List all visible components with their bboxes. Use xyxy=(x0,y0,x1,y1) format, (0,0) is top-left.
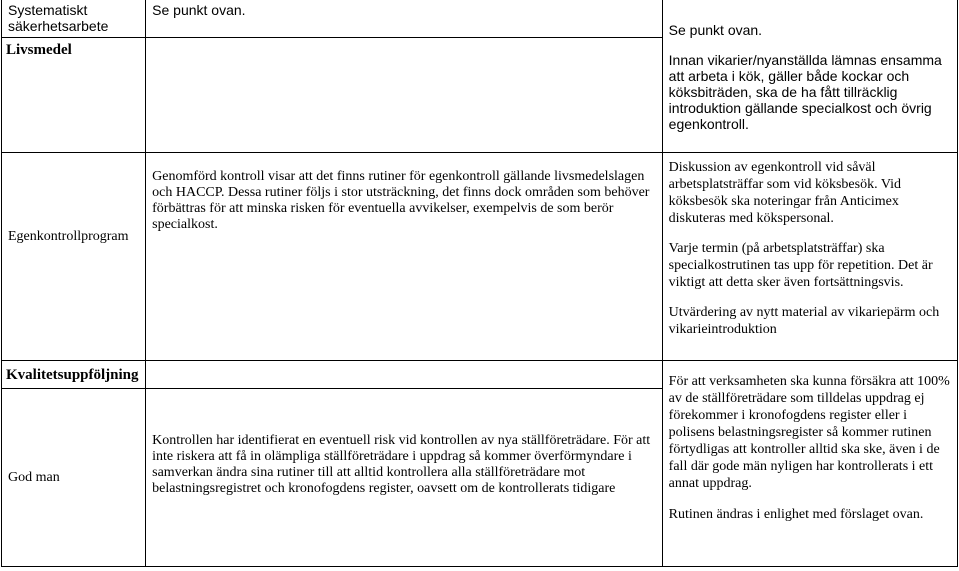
audit-table xyxy=(1,0,958,567)
action-text: Diskussion av egenkontroll vid såväl arbetsplatsträffar som vid köksbesök. Vid köksbesök ska noteringar från Anticimex diskuteras med kökspersonal. xyxy=(668,160,901,226)
row-label-cell xyxy=(2,0,146,38)
row-label: God man xyxy=(8,469,60,485)
observation-cell xyxy=(146,153,663,361)
action-text: Varje termin (på arbetsplatsträffar) ska specialkostrutinen tas upp för repetition. Det är viktigt att detta sker även fortsättningsvis. xyxy=(668,241,933,290)
observation-text: Kontrollen har identifierat en eventuell risk vid kontrollen av nya ställföreträdare. För att inte riskera att få in olämpliga ställföreträdare i uppdrag så kommer överförmyndare i samverkan ändra sina rutiner till att alltid kontrollera alla ställföreträdare mot belastningsregistret och kronofogdens register, oavsett om de kontrollerats tidigare xyxy=(152,433,651,496)
table-row xyxy=(2,0,958,38)
action-text: För att verksamheten ska kunna försäkra att 100% av de ställföreträdare som tilldelas uppdrag ej förekommer i kronofogdens register eller i polisens belastningsregister så kommer rutinen förtydligas att kontroller alltid ska ske, även i de fall där gode män nyligen har kontrollerats i ett annat uppdrag. xyxy=(668,374,950,491)
observation-text: Se punkt ovan. xyxy=(152,2,246,18)
section-header-row xyxy=(2,361,958,389)
section-title: Livsmedel xyxy=(6,42,72,58)
observation-cell xyxy=(146,0,663,38)
action-text: Rutinen ändras i enlighet med förslaget ovan. xyxy=(668,507,924,522)
section-header xyxy=(2,38,146,153)
observation-cell xyxy=(146,389,663,567)
action-text: Utvärdering av nytt material av vikariepärm och vikarieintroduktion xyxy=(668,305,940,337)
table-row xyxy=(2,153,958,361)
empty-cell xyxy=(146,38,663,153)
action-cell xyxy=(662,153,957,361)
row-label-cell xyxy=(2,153,146,361)
row-label: Systematiskt säkerhetsarbete xyxy=(8,2,109,34)
action-text: Innan vikarier/nyanställda lämnas ensamma att arbeta i kök, gäller både kockar och köksbiträden, ska de ha fått tillräcklig introduktion gällande specialkost och övrig egenkontroll. xyxy=(668,52,942,132)
observation-text: Genomförd kontroll visar att det finns rutiner för egenkontroll gällande livsmedelslagen och HACCP. Dessa rutiner följs i stor utsträckning, det finns dock områden som behöver förbättras för att minska risken för eventuella avvikelser, exempelvis de som berör specialkost. xyxy=(152,169,650,232)
row-label: Egenkontrollprogram xyxy=(8,228,129,244)
section-header xyxy=(2,361,146,389)
action-cell xyxy=(662,0,957,153)
action-cell xyxy=(662,361,957,567)
empty-cell xyxy=(146,361,663,389)
section-title: Kvalitetsuppföljning xyxy=(6,367,139,383)
row-label-cell xyxy=(2,389,146,567)
action-text: Se punkt ovan. xyxy=(668,22,763,38)
